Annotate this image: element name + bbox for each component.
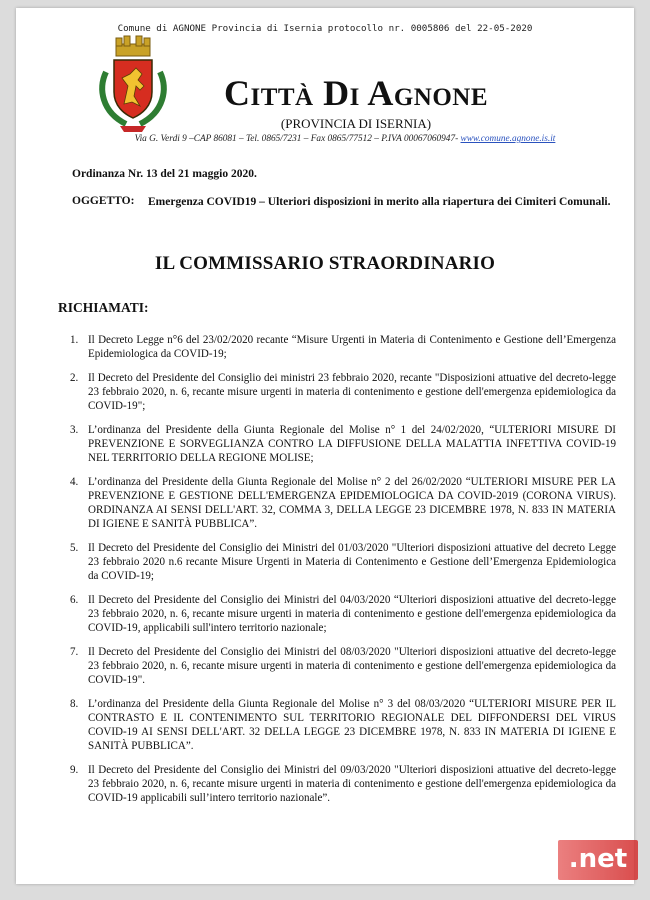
list-item	[70, 697, 616, 753]
document-page	[16, 8, 634, 884]
province-label: (PROVINCIA DI ISERNIA)	[280, 116, 432, 131]
list-item-text: Il Decreto del Presidente del Consiglio dei Ministri del 01/03/2020 "Ulteriori disposizioni attuative del decreto Legge 23 febbraio 2020 n.6 recante Misure Urgenti in Materia di Contenimento e Gestione dell’Emergenza Epidemiologica da COVID-19;	[88, 542, 616, 582]
subject-block	[72, 195, 612, 209]
richiamati-heading: RICHIAMATI:	[58, 300, 149, 315]
city-title: Città Di Agnone	[223, 73, 489, 113]
list-item	[70, 645, 616, 687]
list-item-number: 7.	[70, 646, 79, 658]
list-item-number: 4.	[70, 476, 79, 488]
list-item-text: Il Decreto del Presidente del Consiglio dei Ministri del 04/03/2020 “Ulteriori disposizioni attuative del decreto-legge 23 febbraio 2020, n. 6, recante misure urgenti in materia di contenimento e gestione dell'emergenza epidemiologica da COVID-19, applicabili sull'intero territorio nazionale;	[88, 594, 616, 634]
website-link[interactable]: www.comune.agnone.is.it	[460, 134, 556, 144]
list-item	[70, 541, 616, 583]
list-item-text: Il Decreto del Presidente del Consiglio dei Ministri del 08/03/2020 "Ulteriori disposizioni attuative del decreto-legge 23 febbraio 2020, n. 6, recante misure urgenti in materia di contenimento e gestione dell'emergenza epidemiologica da COVID-19".	[88, 646, 616, 686]
list-item-text: L’ordinanza del Presidente della Giunta Regionale del Molise n° 3 del 08/03/2020 “ULTERIORI MISURE PER IL CONTRASTO E IL CONTENIMENTO SUL TERRITORIO REGIONALE DEL DIFFONDERSI DEL VIRUS COVID-19 AI SENSI DELL'ART. 32 DELLA LEGGE 23 DICEMBRE 1978, N. 833 IN MATERIA DI IGIENE E SANITÀ PUBBLICA”.	[88, 698, 616, 752]
list-item-number: 3.	[70, 424, 79, 436]
list-item	[70, 371, 616, 413]
list-item-number: 8.	[70, 698, 79, 710]
subject-label: OGGETTO:	[72, 195, 135, 207]
address-line	[96, 134, 594, 144]
list-item-number: 5.	[70, 542, 79, 554]
protocol-stamp: Comune di AGNONE Provincia di Isernia protocollo nr. 0005806 del 22-05-2020	[117, 23, 533, 34]
commissioner-heading: IL COMMISSARIO STRAORDINARIO	[154, 253, 496, 274]
list-item	[70, 423, 616, 465]
list-item-number: 6.	[70, 594, 79, 606]
address-text: Via G. Verdi 9 –CAP 86081 – Tel. 0865/7231 – Fax 0865/77512 – P.IVA 00067060947-	[134, 134, 461, 144]
list-item	[70, 475, 616, 531]
city-crest-icon	[92, 34, 174, 134]
list-item-number: 1.	[70, 334, 79, 346]
ordinance-number: Ordinanza Nr. 13 del 21 maggio 2020.	[72, 168, 257, 180]
subject-text: Emergenza COVID19 – Ulteriori disposizioni in merito alla riapertura dei Cimiteri Comunali.	[148, 196, 611, 208]
list-item-number: 2.	[70, 372, 79, 384]
list-item-text: L’ordinanza del Presidente della Giunta Regionale del Molise n° 2 del 26/02/2020 “ULTERIORI MISURE PER LA PREVENZIONE E GESTIONE DELL'EMERGENZA EPIDEMIOLOGICA DA COVID-2019 (CORONA VIRUS). ORDINANZA AI SENSI DELL'ART. 32, COMMA 3, DELLA LEGGE 23 DICEMBRE 1978, N. 833 IN MATERIA DI IGIENE E SANITÀ PUBBLICA”.	[88, 476, 616, 530]
list-item-text: Il Decreto del Presidente del Consiglio dei Ministri del 09/03/2020 "Ulteriori disposizioni attuative del decreto-legge 23 febbraio 2020, n. 6, recante misure urgenti in materia di contenimento e gestione dell'emergenza epidemiologica da COVID-19 applicabili sull’intero territorio nazionale”.	[88, 764, 616, 804]
recitals-list	[70, 333, 616, 805]
list-item-text: Il Decreto Legge n°6 del 23/02/2020 recante “Misure Urgenti in Materia di Contenimento e Gestione dell’Emergenza Epidemiologica da COVID-19;	[88, 334, 616, 360]
list-item	[70, 763, 616, 805]
watermark-logo: .net	[558, 840, 638, 880]
list-item	[70, 593, 616, 635]
list-item-text: L’ordinanza del Presidente della Giunta Regionale del Molise n° 1 del 24/02/2020, “ULTERIORI MISURE DI PREVENZIONE E SORVEGLIANZA CONTRO LA DIFFUSIONE DELLA MALATTIA INFETTIVA COVID-19 NEL TERRITORIO DELLA REGIONE MOLISE;	[88, 424, 616, 464]
list-item-text: Il Decreto del Presidente del Consiglio dei ministri 23 febbraio 2020, recante "Disposizioni attuative del decreto-legge 23 febbraio 2020, n. 6, recante misure urgenti in materia di contenimento e gestione dell'emergenza epidemiologica da COVID-19";	[88, 372, 616, 412]
list-item	[70, 333, 616, 361]
list-item-number: 9.	[70, 764, 79, 776]
